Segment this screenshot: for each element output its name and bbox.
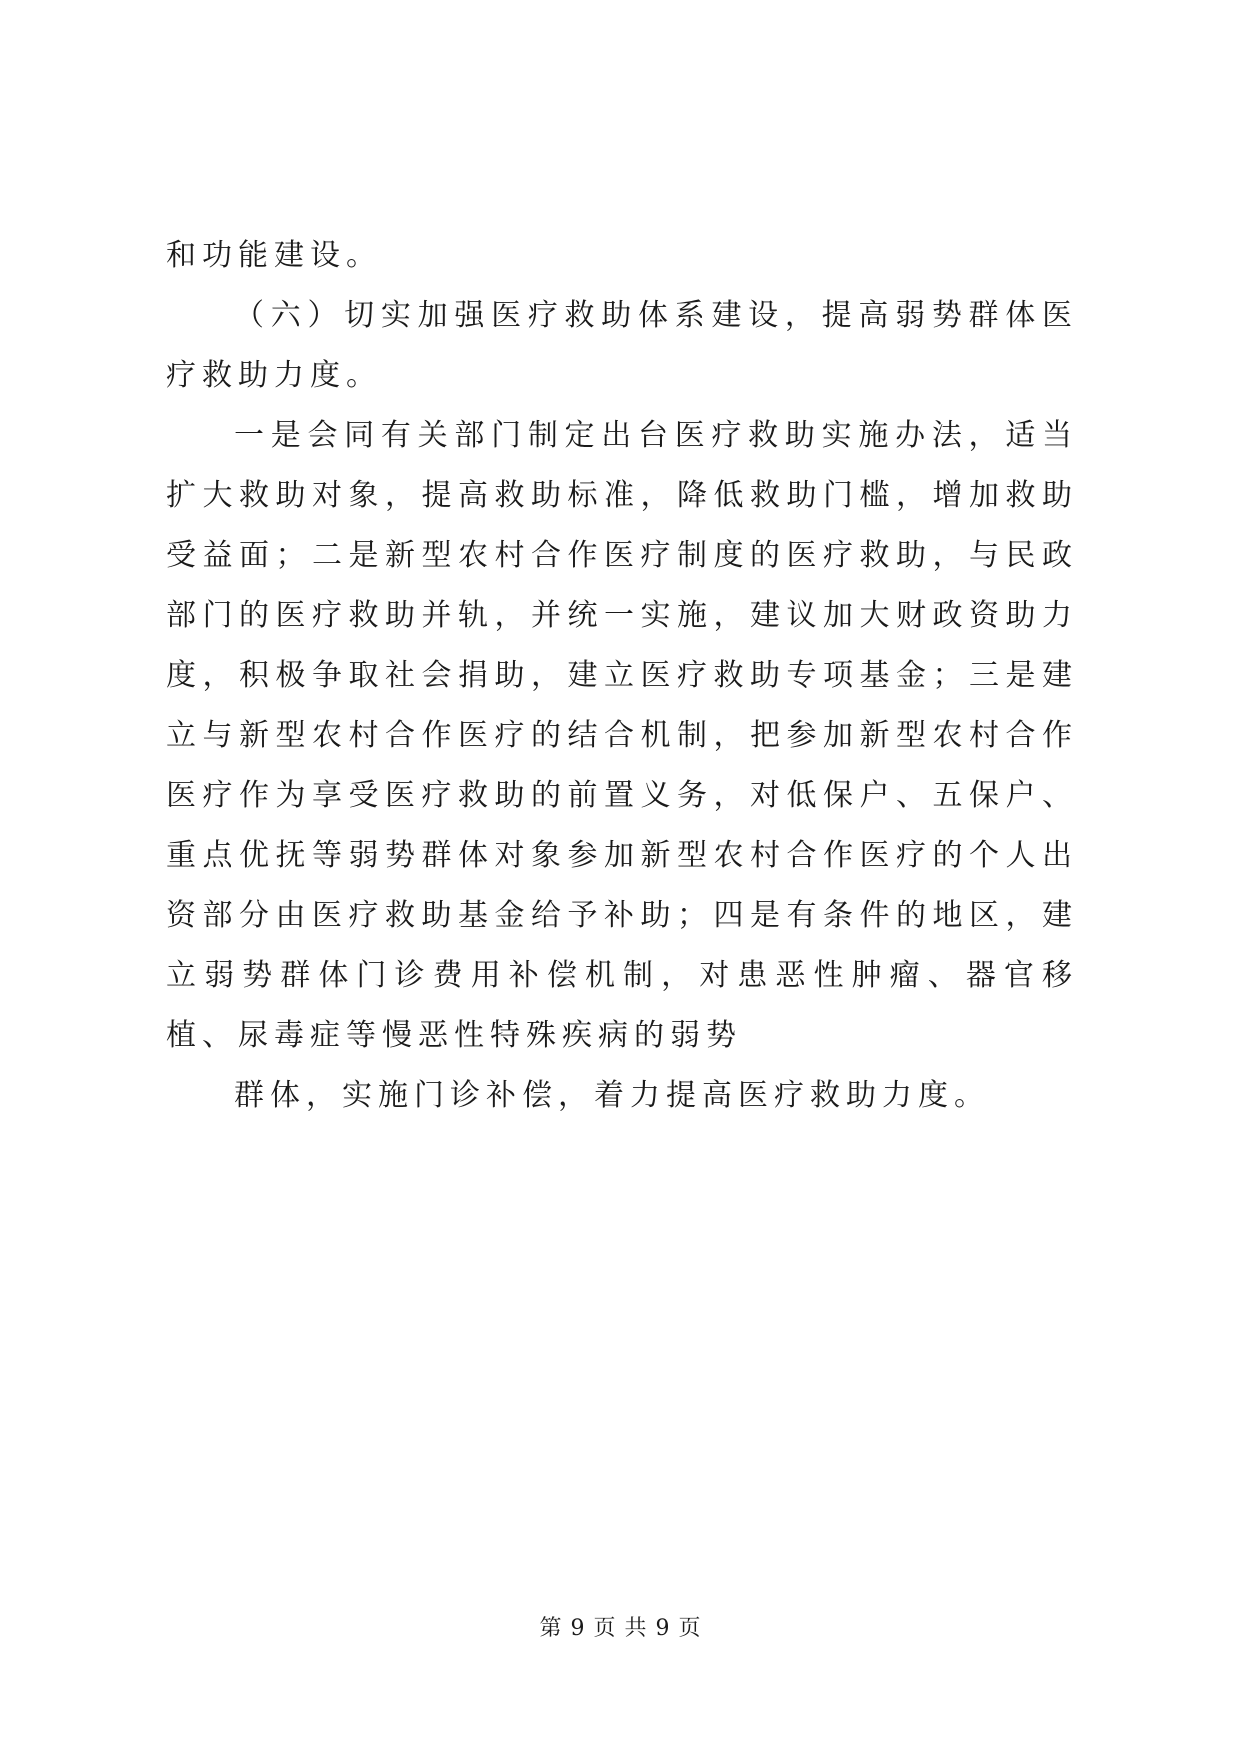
page-number-label: 第 9 页 共 9 页 [539, 1616, 702, 1641]
paragraph-continuation: 和功能建设。 [166, 238, 382, 273]
document-body [166, 226, 1078, 1126]
paragraph-closing: 群体，实施门诊补偿，着力提高医疗救助力度。 [234, 1078, 990, 1113]
page-footer [0, 1614, 1241, 1644]
paragraph-measures: 一是会同有关部门制定出台医疗救助实施办法，适当扩大救助对象，提高救助标准，降低救助门槛，增加救助受益面；二是新型农村合作医疗制度的医疗救助，与民政部门的医疗救助并轨，并统一实施，建议加大财政资助力度，积极争取社会捐助，建立医疗救助专项基金；三是建立与新型农村合作医疗的结合机制，把参加新型农村合作医疗作为享受医疗救助的前置义务，对低保户、五保户、重点优抚等弱势群体对象参加新型农村合作医疗的个人出资部分由医疗救助基金给予补助；四是有条件的地区，建立弱势群体门诊费用补偿机制，对患恶性肿瘤、器官移植、尿毒症等慢恶性特殊疾病的弱势 [166, 418, 1078, 1053]
paragraph-section-heading: （六）切实加强医疗救助体系建设，提高弱势群体医疗救助力度。 [166, 298, 1078, 393]
